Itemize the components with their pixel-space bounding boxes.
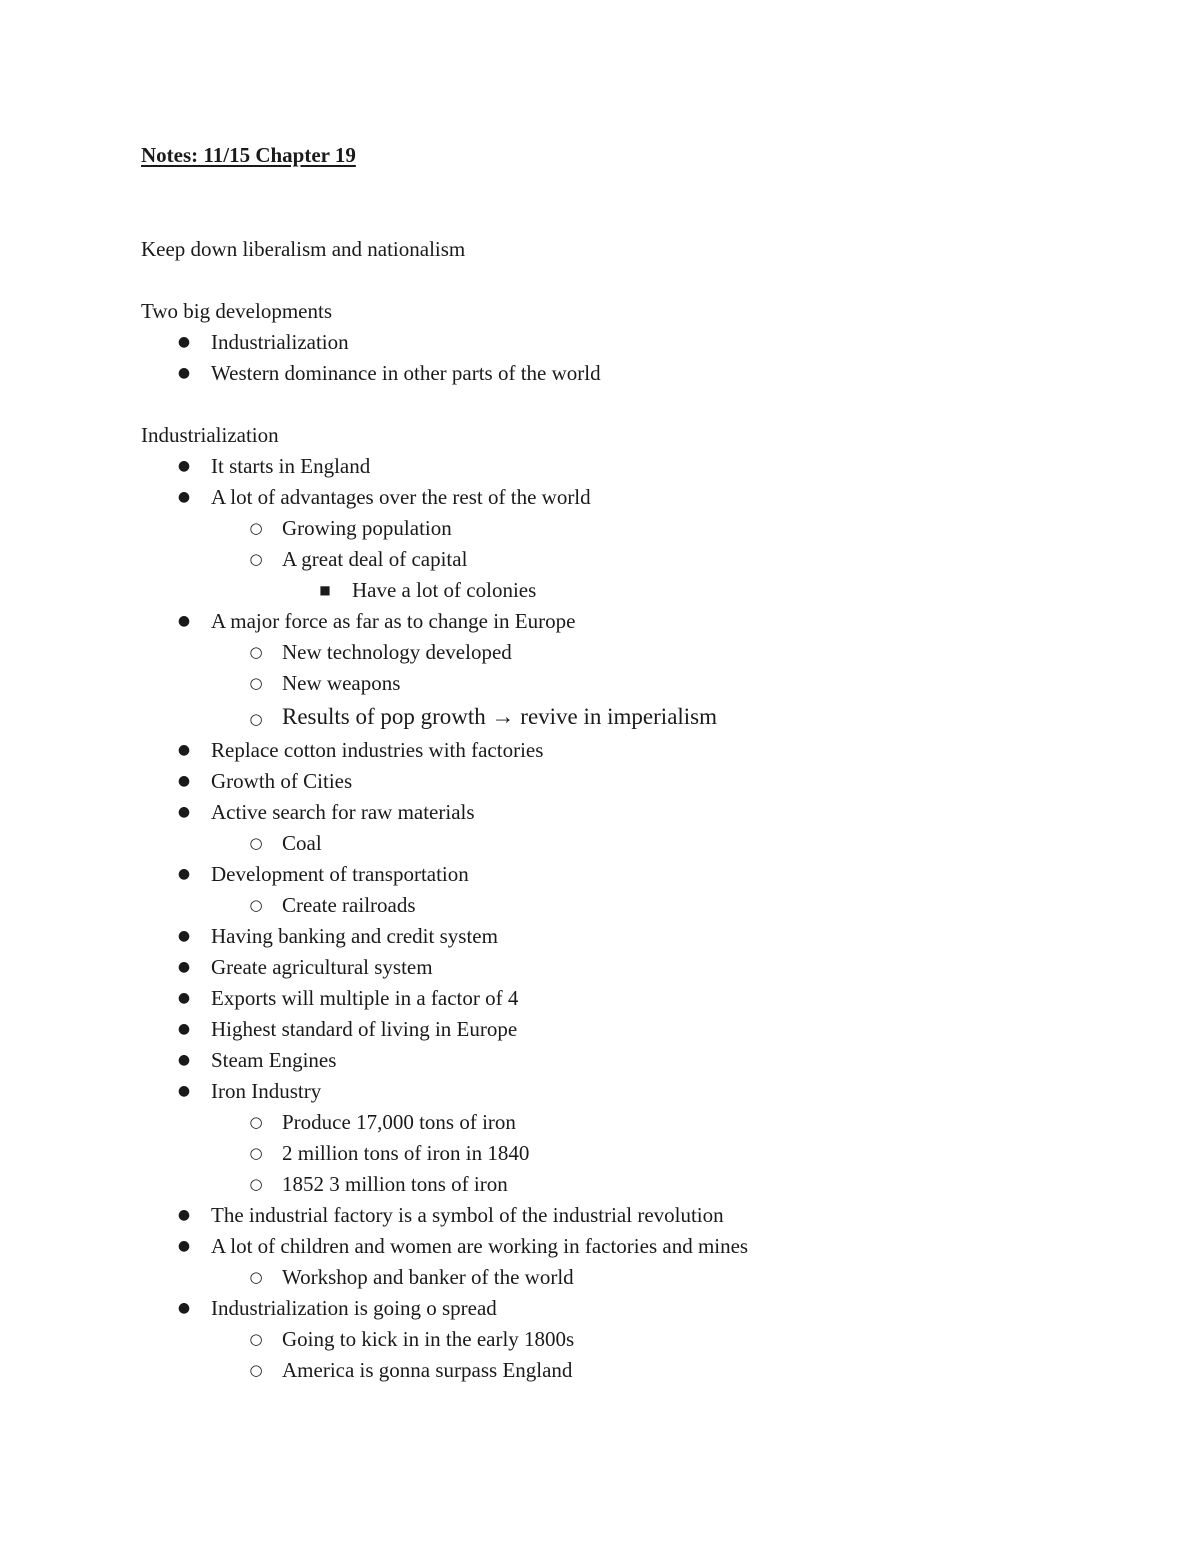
list-item: [141, 1200, 1141, 1231]
bullet-icon: ●: [177, 1207, 191, 1223]
list-item-text: Have a lot of colonies: [352, 578, 537, 602]
list-item: [141, 766, 1141, 797]
bullet-icon: ○: [249, 1268, 263, 1286]
list-item-text: A major force as far as to change in Europe: [211, 609, 576, 633]
list-item-text: Having banking and credit system: [211, 924, 498, 948]
list-item-text: Growth of Cities: [211, 769, 353, 793]
list-item: [141, 1355, 1141, 1386]
list-item: [141, 828, 1141, 859]
list-item: [141, 327, 1141, 358]
section-heading-industrialization: Industrialization: [141, 423, 279, 447]
list-item: [141, 1076, 1141, 1107]
bullet-icon: ●: [177, 804, 191, 820]
bullet-icon: ●: [177, 959, 191, 975]
bullet-icon: ○: [249, 519, 263, 537]
list-item: [141, 1169, 1141, 1200]
list-item-text: 2 million tons of iron in 1840: [282, 1141, 530, 1165]
list-item: [141, 575, 1141, 606]
list-item-text: A lot of children and women are working in factories and mines: [211, 1234, 749, 1258]
list-item-text: Growing population: [282, 516, 452, 540]
list-item-text: Highest standard of living in Europe: [211, 1017, 518, 1041]
bullet-icon: ■: [319, 583, 331, 597]
list-item: [141, 513, 1141, 544]
list-item: [141, 482, 1141, 513]
list-item-text: Greate agricultural system: [211, 955, 433, 979]
bullet-icon: ○: [249, 674, 263, 692]
list-item-text: Development of transportation: [211, 862, 469, 886]
list-item: [141, 952, 1141, 983]
list-item: [141, 606, 1141, 637]
list-item: [141, 358, 1141, 389]
list-item: [141, 1262, 1141, 1293]
industrialization-list: [141, 451, 1141, 1386]
bullet-icon: ○: [249, 1144, 263, 1162]
list-item: [141, 1107, 1141, 1138]
list-item: [141, 921, 1141, 952]
list-item: [141, 1138, 1141, 1169]
list-item: [141, 797, 1141, 828]
list-item-text: It starts in England: [211, 454, 371, 478]
bullet-icon: ●: [177, 613, 191, 629]
list-item: [141, 1293, 1141, 1324]
list-item: [141, 637, 1141, 668]
list-item-text: Steam Engines: [211, 1048, 337, 1072]
bullet-icon: ○: [249, 643, 263, 661]
list-item-text: Replace cotton industries with factories: [211, 738, 544, 762]
bullet-icon: ●: [177, 1238, 191, 1254]
list-item: [141, 1014, 1141, 1045]
bullet-icon: ○: [249, 550, 263, 568]
list-item-text: 1852 3 million tons of iron: [282, 1172, 508, 1196]
bullet-icon: ●: [177, 1300, 191, 1316]
bullet-icon: ●: [177, 489, 191, 505]
bullet-icon: ○: [249, 834, 263, 852]
list-item-text: Industrialization: [211, 330, 349, 354]
list-item-text: Exports will multiple in a factor of 4: [211, 986, 519, 1010]
developments-list: [141, 327, 1141, 389]
bullet-icon: ●: [177, 1021, 191, 1037]
list-item-text: Western dominance in other parts of the world: [211, 361, 601, 385]
list-item-text: Iron Industry: [211, 1079, 322, 1103]
list-item-text: Active search for raw materials: [211, 800, 475, 824]
list-item-text: Produce 17,000 tons of iron: [282, 1110, 516, 1134]
list-item-text: Industrialization is going o spread: [211, 1296, 497, 1320]
bullet-icon: ○: [249, 1361, 263, 1379]
list-item: [141, 668, 1141, 699]
bullet-icon: ●: [177, 365, 191, 381]
bullet-icon: ○: [249, 896, 263, 914]
bullet-icon: ○: [249, 1330, 263, 1348]
list-item: [141, 983, 1141, 1014]
list-item-text: The industrial factory is a symbol of the industrial revolution: [211, 1203, 724, 1227]
list-item: [141, 699, 1141, 735]
bullet-icon: ○: [249, 1175, 263, 1193]
list-item: [141, 1324, 1141, 1355]
list-item-text: Coal: [282, 831, 322, 855]
list-item: [141, 451, 1141, 482]
list-item: [141, 544, 1141, 575]
list-item-text: A lot of advantages over the rest of the world: [211, 485, 591, 509]
bullet-icon: ●: [177, 866, 191, 882]
list-item: [141, 890, 1141, 921]
list-item: [141, 1045, 1141, 1076]
page-title: Notes: 11/15 Chapter 19: [141, 143, 356, 167]
bullet-icon: ●: [177, 742, 191, 758]
bullet-icon: ○: [249, 710, 263, 728]
list-item-text: America is gonna surpass England: [282, 1358, 573, 1382]
list-item-text: A great deal of capital: [282, 547, 468, 571]
list-item: [141, 859, 1141, 890]
section-heading-developments: Two big developments: [141, 299, 332, 323]
list-item-text: Results of pop growth → revive in imperialism: [282, 704, 718, 729]
bullet-icon: ●: [177, 773, 191, 789]
bullet-icon: ●: [177, 1052, 191, 1068]
bullet-icon: ○: [249, 1113, 263, 1131]
list-item-text: New technology developed: [282, 640, 512, 664]
list-item-text: Workshop and banker of the world: [282, 1265, 574, 1289]
bullet-icon: ●: [177, 1083, 191, 1099]
list-item-text: New weapons: [282, 671, 401, 695]
bullet-icon: ●: [177, 990, 191, 1006]
bullet-icon: ●: [177, 928, 191, 944]
bullet-icon: ●: [177, 334, 191, 350]
list-item: [141, 735, 1141, 766]
bullet-icon: ●: [177, 458, 191, 474]
list-item: [141, 1231, 1141, 1262]
intro-paragraph: Keep down liberalism and nationalism: [141, 237, 466, 261]
list-item-text: Create railroads: [282, 893, 416, 917]
list-item-text: Going to kick in in the early 1800s: [282, 1327, 575, 1351]
